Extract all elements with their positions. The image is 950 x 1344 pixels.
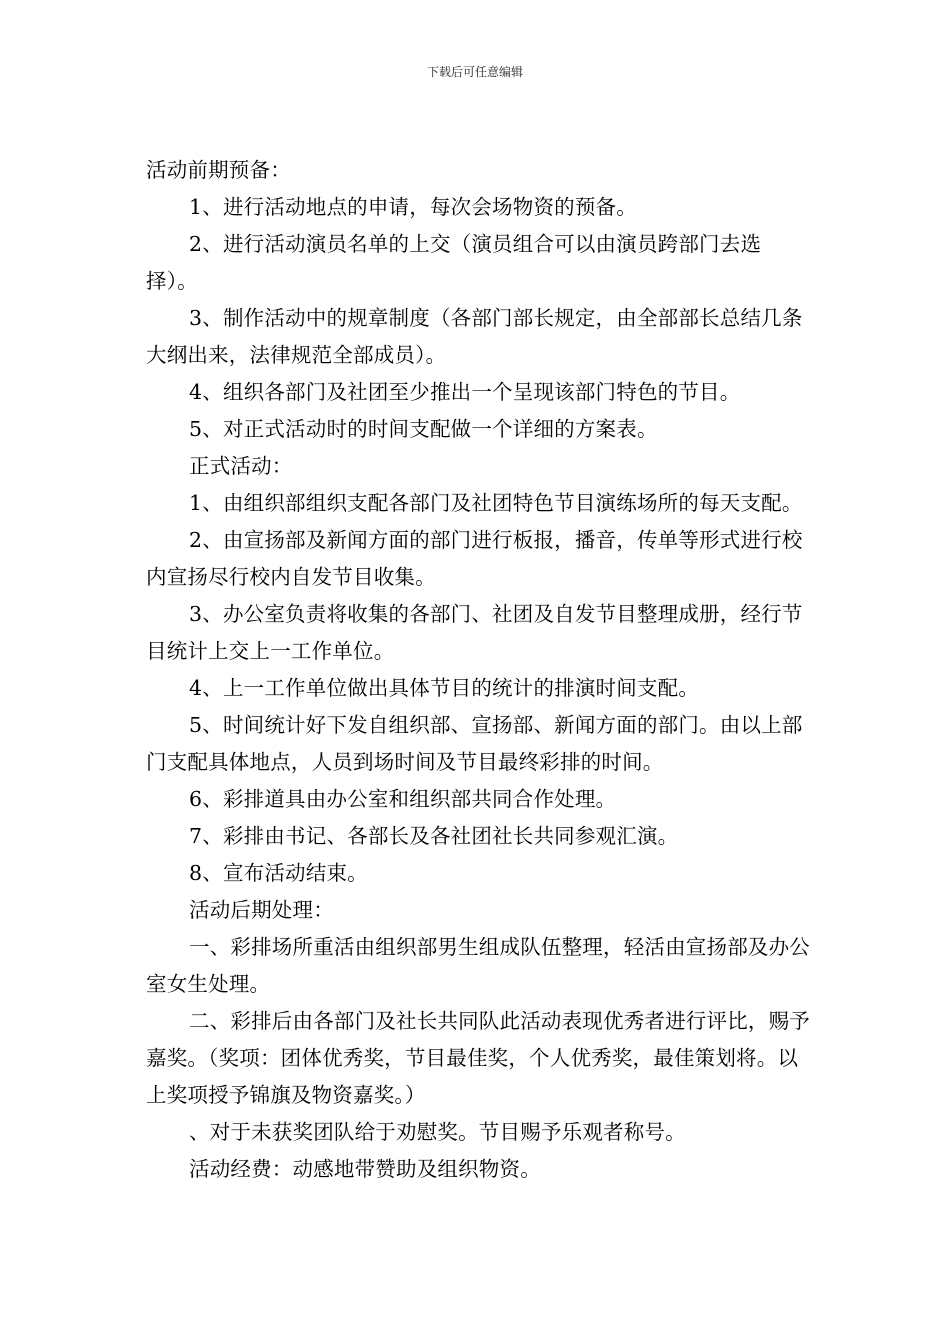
section-heading: 正式活动：	[189, 454, 293, 478]
paragraph: 5、对正式活动时的时间支配做一个详细的方案表。	[189, 417, 658, 441]
document-body	[146, 152, 810, 1188]
paragraph: 活动经费：动感地带赞助及组织物资。	[189, 1157, 541, 1181]
paragraph: 4、组织各部门及社团至少推出一个呈现该部门特色的节目。	[189, 380, 741, 404]
paragraph: 活动前期预备：	[146, 158, 291, 182]
page-header: 下载后可任意编辑	[426, 65, 523, 79]
paragraph: 2、由宣扬部及新闻方面的部门进行板报，播音，传单等形式进行校内宣扬尽行校内自发节目收集。	[146, 528, 803, 589]
section-heading: 活动后期处理：	[189, 898, 334, 922]
paragraph: 4、上一工作单位做出具体节目的统计的排演时间支配。	[189, 676, 700, 700]
paragraph: 1、由组织部组织支配各部门及社团特色节目演练场所的每天支配。	[189, 491, 803, 515]
paragraph: 6、彩排道具由办公室和组织部共同合作处理。	[189, 787, 617, 811]
paragraph: 、对于未获奖团队给于劝慰奖。节目赐予乐观者称号。	[189, 1120, 686, 1144]
paragraph: 二、彩排后由各部门及社长共同队此活动表现优秀者进行评比，赐予嘉奖。（奖项：团体优秀奖，节目最佳奖，个人优秀奖，最佳策划将。以上奖项授予锦旗及物资嘉奖。）	[146, 1009, 810, 1107]
paragraph: 5、时间统计好下发自组织部、宣扬部、新闻方面的部门。由以上部门支配具体地点，人员到场时间及节目最终彩排的时间。	[146, 713, 803, 774]
paragraph: 3、办公室负责将收集的各部门、社团及自发节目整理成册，经行节目统计上交上一工作单位。	[146, 602, 803, 663]
paragraph: 1、进行活动地点的申请，每次会场物资的预备。	[189, 195, 637, 219]
paragraph: 7、彩排由书记、各部长及各社团社长共同参观汇演。	[189, 824, 679, 848]
paragraph: 8、宣布活动结束。	[189, 861, 368, 885]
paragraph: 2、进行活动演员名单的上交（演员组合可以由演员跨部门去选择）。	[146, 232, 762, 293]
paragraph: 一、彩排场所重活由组织部男生组成队伍整理，轻活由宣扬部及办公室女生处理。	[146, 935, 810, 996]
paragraph: 3、制作活动中的规章制度（各部门部长规定，由全部部长总结几条大纲出来，法律规范全部成员）。	[146, 306, 803, 367]
